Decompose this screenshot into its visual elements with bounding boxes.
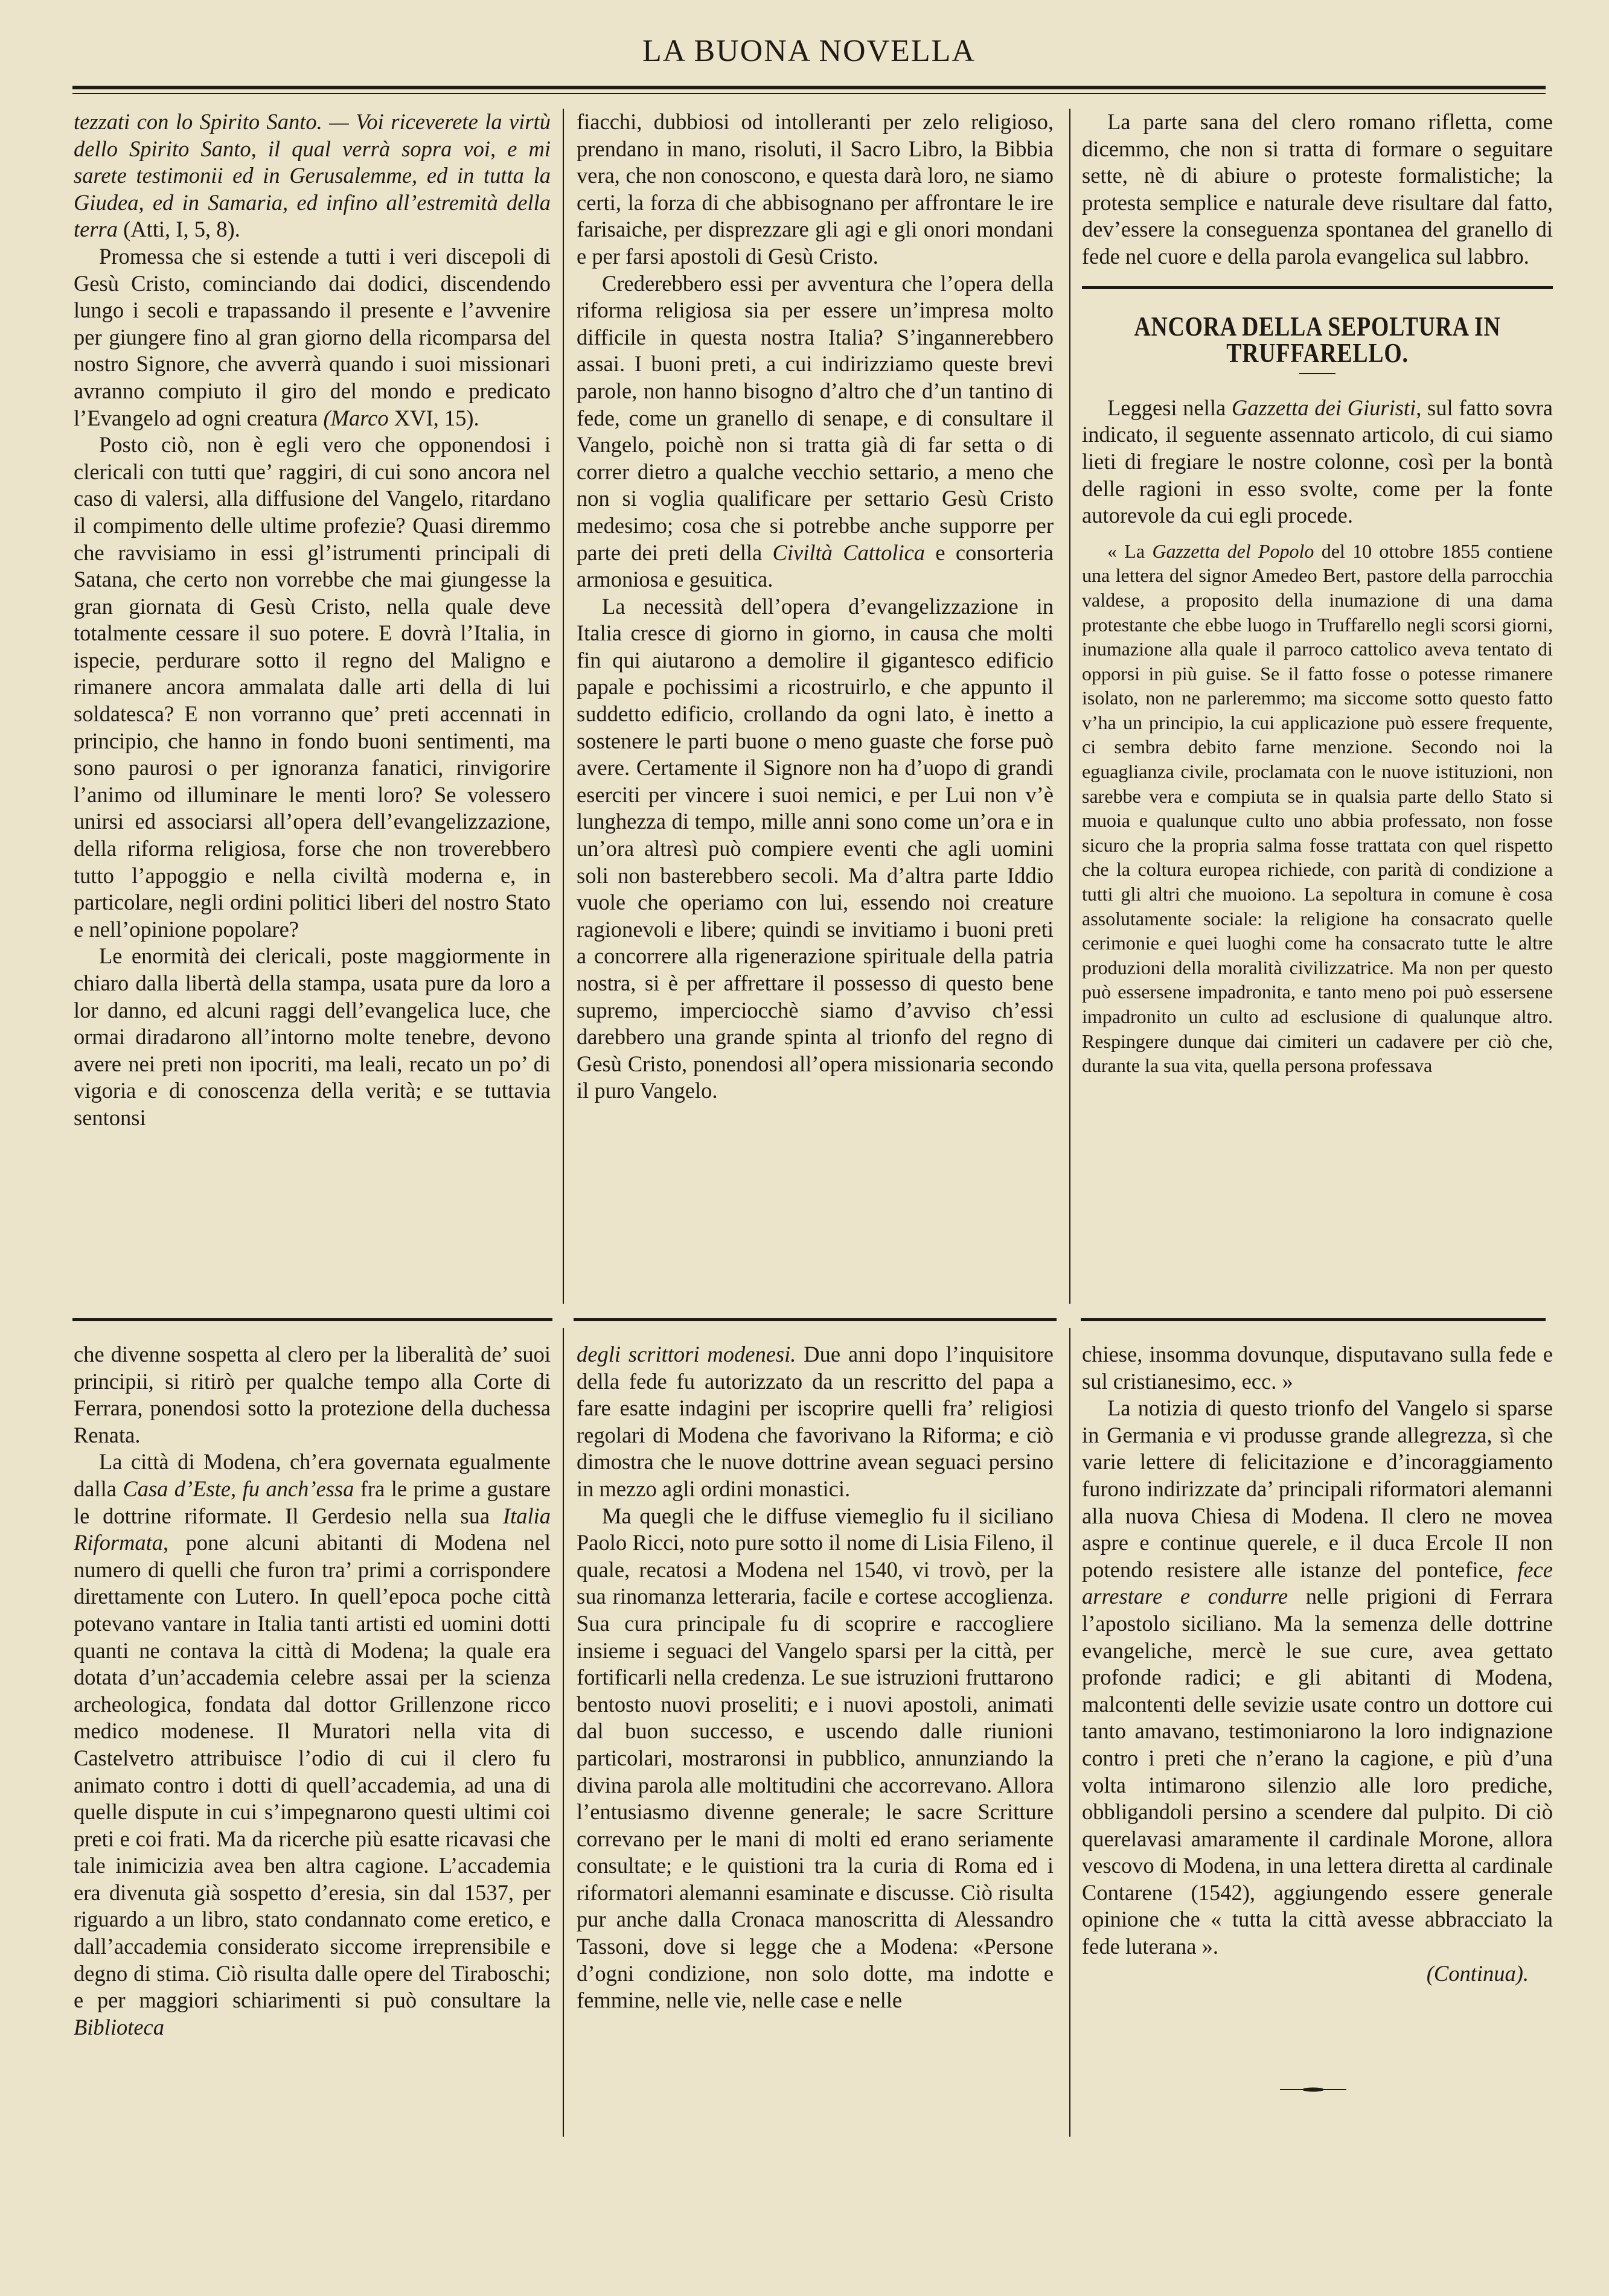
paragraph [1082,1395,1553,1960]
text: Leggesi nella [1107,395,1232,420]
section-title: ANCORA DELLA SEPOLTURA IN TRUFFARELLO. [1134,310,1501,369]
text: fra le prime a gustare le dottrine riformate. Il Gerdesio nella sua [74,1476,551,1528]
column-divider [563,1328,564,2137]
text: La città di Modena, ch’era governata egualmente dalla [74,1449,551,1501]
paragraph: chiese, insomma dovunque, disputavano sulla fede e sul cristianesimo, ecc. » [1082,1342,1553,1394]
italic-text: Casa d’Este, fu anch’essa [123,1476,354,1501]
italic-text: (Marco [323,405,389,430]
paragraph [74,243,551,432]
masthead-rule [72,86,1546,94]
top-column-3 [1082,109,1553,1304]
continued-note [1082,1960,1553,1988]
section-divider-3 [1081,1318,1546,1321]
italic-text: Gazzetta del Popolo [1152,540,1314,562]
italic-text: Gazzetta dei Giuristi [1231,395,1416,420]
bottom-column-1 [74,1341,551,2126]
text: Due anni dopo l’inquisitore della fede fu autorizzato da un rescritto del papa a fare esatte indagini per iscoprire quelli fra’ religiosi regolari di Modena che favorivano la Riforma; e ciò dimostra che le nuove dottrine avean seguaci persino in mezzo agli ordini monastici. [577,1342,1054,1501]
text: del 10 ottobre 1855 contiene una lettera del signor Amedeo Bert, pastore della parrocchia valdese, a proposito della inumazione di una dama protestante che ebbe luogo in Truffarello negli scorsi giorni, inumazione alla quale il parroco cattolico aveva tentato di opporsi in più guise. Se il fatto fosse o potesse rimanere isolato, non ne parleremmo; ma siccome sotto questo fatto v’ha un principio, la cui applicazione può essere frequente, ci sembra debito farne menzione. Secondo noi la eguaglianza civile, proclamata con le nuove istituzioni, non sarebbe vera e compiuta se in qualsia parte dello Stato si muoia e qualunque culto uno abbia professato, non fosse sicuro che la propria salma fosse trattata con quel rispetto che la coltura europea richiede, con parità di condizione a tutti gli altri che muoiono. La sepoltura in comune è cosa assolutamente sociale: la religione ha consacrato quelle cerimonie e quei luoghi come ha consacrato tutte le altre produzioni della moralità civilizzatrice. Ma non per questo può essersene impadronita, e tanto meno poi può essersene impadronito un culto ad esclusione di qualunque altro. Respingere dunque dai cimiteri un cadavere per ciò che, durante la sua vita, quella persona professava [1082,540,1553,1077]
section-divider-1 [72,1318,552,1321]
italic-text: fece arrestare e condurre [1082,1557,1553,1609]
quoted-article [1082,539,1553,1078]
column-divider [1069,109,1070,1304]
italic-text: Italia Riformata [74,1503,551,1555]
italic-text: Civiltà Cattolica [772,540,926,565]
paragraph: La necessità dell’opera d’evangelizzazione in Italia cresce di giorno in giorno, in causa che molti fin qui aiutarono a demolire il gigantesco edificio papale e pochissimi a ricostruirlo, e che appunto il suddetto edificio, crollando da ogni lato, è inetto a sostenere le parti buone o meno guaste che forse può avere. Certamente il Signore non ha d’uopo di grandi eserciti per vincere i suoi nemici, e per Lui non v’è lunghezza di tempo, mille anni sono come un’ora e in un’ora altresì può compiere eventi che agli uomini soli non basterebbero secoli. Ma d’altra parte Iddio vuole che operiamo con lui, essendo noi creature ragionevoli e libere; quindi se invitiamo i buoni preti a concorrere alla rigenerazione spirituale della patria nostra, si è per affrettare il possesso di questo bene supremo, imperciocchè siamo d’avviso ch’essi darebbero una grande spinta al trionfo del regno di Gesù Cristo, ponendosi all’opera missionaria secondo il puro Vangelo. [577,593,1054,1103]
text: e consorteria armoniosa e gesuitica. [577,540,1054,592]
end-ornament [1280,2087,1346,2092]
title-underline [1299,373,1336,374]
italic-text: (Continua). [1426,1960,1529,1986]
text: , sul fatto sovra indicato, il seguente assennato articolo, di cui siamo lieti di fregiare le nostre colonne, così per la bontà delle ragioni in esso svolte, come per la fonte autorevole da cui egli procede. [1082,395,1553,528]
top-column-2 [577,109,1054,1304]
section-divider-2 [574,1318,1057,1321]
paragraph: Le enormità dei clericali, poste maggiormente in chiaro dalla libertà della stampa, usata pure da loro a lor danno, ed alcuni raggi dell’evangelica luce, che ormai diradarono all’intorno molte tenebre, devono avere nei preti non ipocriti, ma leali, recato un po’ di vigoria e di conoscenza della verità; e se tuttavia sentonsi [74,943,551,1130]
text: « La [1107,540,1153,562]
paragraph: che divenne sospetta al clero per la liberalità de’ suoi principii, si ritirò per qualche tempo alla Corte di Ferrara, ponendosi sotto la protezione della duchessa Renata. [74,1342,551,1447]
column-divider [563,109,564,1304]
paragraph [1082,395,1553,529]
paragraph: Ma quegli che le diffuse viemeglio fu il siciliano Paolo Ricci, noto pure sotto il nome di Lisia Fileno, il quale, recatosi a Modena nel 1540, vi trovò, per la sua rinomanza letteraria, facile e cortese accoglienza. Sua cura principale fu di scoprire e raccogliere insieme i seguaci del Vangelo sparsi per la città, per fortificarli nella credenza. Le sue istruzioni fruttarono bentosto nuovi proseliti; e i nuovi apostoli, animati dal buon successo, e uscendo dalle riunioni particolari, mostraronsi in pubblico, annunziando la divina parola alle moltitudini che accorrevano. Allora l’entusiasmo divenne generale; le sacre Scritture correvano per le mani di molti ed erano seriamente consultate; e le quistioni tra la curia di Roma ed i riformatori alemanni esaminate e discusse. Ciò risulta pur anche dalla Cronaca manoscritta di Alessandro Tassoni, dove si legge che a Modena: «Persone d’ogni condizione, non solo dotte, ma indotte e femmine, nelle vie, nelle case e nelle [577,1503,1054,2013]
italic-text: degli scrittori modenesi. [577,1342,796,1366]
text: Promessa che si estende a tutti i veri discepoli di Gesù Cristo, cominciando dai dodici, discendendo lungo i secoli e trapassando il presente e l’avvenire per giungere fino al gran giorno della ricomparsa del nostro Signore, che avverrà quando i suoi missionari avranno compiuto il giro del mondo e predicato l’Evangelo ad ogni creatura [74,243,551,430]
text: nelle prigioni di Ferrara l’apostolo siciliano. Ma la semenza delle dottrine evangeliche, mercè le sue cure, avea gettato profonde radici; e gli abitanti di Modena, malcontenti delle sevizie usate contro un dottore cui tanto amavano, testimoniarono la loro indignazione contro i preti che n’erano la cagione, e più d’una volta intimarono silenzio alle loro prediche, obbligandoli persino a scendere dal pulpito. Di ciò querelavasi amaramente il cardinale Morone, allora vescovo di Modena, in una lettera diretta al cardinale Contarene (1542), aggiungendo essere generale opinione che « tutta la città avesse abbracciato la fede luterana ». [1082,1584,1553,1959]
text: Crederebbero essi per avventura che l’opera della riforma religiosa sia per essere un’impresa molto difficile in questa nostra Italia? S’ingannerebbero assai. I buoni preti, a cui indirizziamo queste brevi parole, non hanno bisogno d’altro che d’un tantino di fede, come un granello di senape, e di consultare il Vangelo, poichè non si tratta già di far setta o di correr dietro a qualche vecchio settario, a meno che non si voglia qualificare per settario Gesù Cristo medesimo; cosa che si potrebbe anche supporre per parte dei preti della [577,270,1054,565]
paragraph [74,1449,551,2041]
top-column-1 [74,109,551,1304]
masthead-title: LA BUONA NOVELLA [642,34,976,68]
text: La notizia di questo trionfo del Vangelo si sparse in Germania e vi produsse grande allegrezza, sì che varie lettere di felicitazione e d’incoraggiamento furono indirizzate da’ principali riformatori alemanni alla nuova Chiesa di Modena. Il clero ne movea aspre e continue querele, e il duca Ercole II non potendo resistere alle istanze del pontefice, [1082,1395,1553,1582]
bottom-column-2 [577,1341,1054,2126]
italic-text: Biblioteca [74,2014,165,2039]
paragraph [577,270,1054,593]
section-rule [1082,286,1553,289]
paragraph [577,1341,1054,1503]
ornament-dot [1302,2088,1324,2092]
column-divider [1069,1328,1070,2137]
paragraph [74,109,551,243]
bottom-column-3 [1082,1341,1553,2065]
text: , pone alcuni abitanti di Modena nel numero di quelli che furon tra’ primi a corrispondere direttamente con Lutero. In quell’epoca poche città potevano vantare in Italia tanti artisti ed uomini dotti quanti ne contava la città di Modena; la quale era dotata d’un’accademia celebre assai per la scienza archeologica, fondata dal dottor Grillenzone ricco medico modenese. Il Muratori nella vita di Castelvetro attribuisce l’odio di cui il clero fu animato contro i dotti di quell’accademia, ad una di quelle dispute in cui s’impegnarono questi ultimi coi preti e coi frati. Ma da ricerche più esatte ricavasi che tale inimicizia avea ben altra cagione. L’accademia era divenuta già sospetto d’eresia, sin dal 1537, per riguardo a un libro, stato condannato come eretico, e dall’accademia considerato siccome irreprensibile e degno di stima. Ciò risulta dalle opere del Tiraboschi; e per maggiori schiarimenti si può consultare la [74,1530,551,2013]
paragraph: La parte sana del clero romano rifletta, come dicemmo, che non si tratta di formare o seguitare sette, nè di abiure o proteste formalistiche; la protesta semplice e naturale deve risultare dal fatto, dev’essere la conseguenza spontanea del granello di fede nel cuore e della parola evangelica sul labbro. [1082,109,1553,269]
paragraph: Posto ciò, non è egli vero che opponendosi i clericali con tutti que’ raggiri, di cui sono ancora nel caso di valersi, alla diffusione del Vangelo, ritardano il compimento delle ultime profezie? Quasi diremmo che ravvisiamo in essi gl’istrumenti principali di Satana, che certo non vorrebbe che mai giungesse la gran giornata di Gesù Cristo, nella quale deve totalmente cessare il suo potere. E dovrà l’Italia, in ispecie, perdurare sotto il regno del Maligno e rimanere ancora ammalata dalle arti della di lui soldatesca? E non vorranno que’ preti accennati in principio, che hanno in fondo buoni sentimenti, ma sono paurosi o per ignoranza fanatici, rinvigorire l’animo od illuminare le menti loro? Se volessero unirsi ed associarsi all’opera dell’evangelizzazione, della riforma religiosa, forse che non troverebbero tutto l’appoggio e nella civiltà moderna e, in particolare, negli ordini politici liberi del nostro Stato e nell’opinione popolare? [74,432,551,942]
paragraph: fiacchi, dubbiosi od intolleranti per zelo religioso, prendano in mano, risoluti, il Sacro Libro, la Bibbia vera, che non conoscono, e questa darà loro, ne siamo certi, la forza di che abbisognano per affrontare le ire farisaiche, per disprezzare gli agi e gli onori mondani e per farsi apostoli di Gesù Cristo. [577,109,1054,269]
text: (Atti, I, 5, 8). [118,217,240,242]
italic-text: tezzati con lo Spirito Santo. — Voi riceverete la virtù dello Spirito Santo, il qual verrà sopra voi, e mi sarete testimonii ed in Gerusalemme, ed in tutta la Giudea, ed in Samaria, ed infino all’estremità della terra [74,109,551,242]
text: XVI, 15). [388,405,479,430]
